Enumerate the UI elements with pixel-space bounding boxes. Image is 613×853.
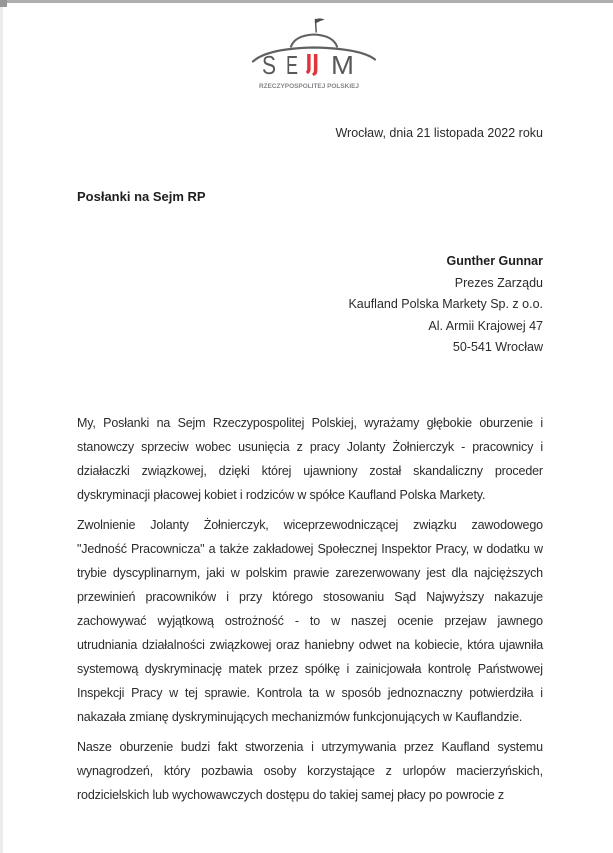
recipient-company: Kaufland Polska Markety Sp. z o.o. [348, 297, 543, 311]
body-text-line: działaczki związkowej, dzięki której ujawniony został skandaliczny proceder [77, 463, 543, 478]
body-text-line: Zwolnienie Jolanty Żołnierczyk, wiceprzewodniczącej związku zawodowego [77, 517, 543, 532]
recipient-name: Gunther Gunnar [446, 254, 543, 268]
body-text-line: przewinień pracowników i przy którego stosowaniu Sąd Najwyższy nakazuje [77, 589, 543, 604]
recipient-role: Prezes Zarządu [454, 275, 543, 290]
dateline: Wrocław, dnia 21 listopada 2022 roku [335, 126, 543, 140]
letter-body [77, 411, 543, 807]
sender-title: Posłanki na Sejm RP [77, 189, 206, 204]
body-text-line: trybie dyscyplinarnym, jaki w polskim prawie zarezerwowany jest dla najcięższych [77, 565, 543, 580]
sejm-logo [249, 14, 379, 94]
recipient-block [77, 251, 543, 359]
body-text-line: systemową dyskryminację matek przez spółkę i zainicjowała kontrolę Państwowej [77, 661, 543, 676]
body-text-line: Nasze oburzenie budzi fakt stworzenia i utrzymywania przez Kaufland systemu [77, 739, 543, 754]
sejm-logo-graphic [249, 14, 379, 94]
recipient-street: Al. Armii Krajowej 47 [428, 318, 543, 333]
body-text-line: dyskryminacji płacowej kobiet i rodziców w spółce Kaufland Polska Markety. [77, 487, 486, 502]
logo-letter-j-red [306, 54, 318, 76]
body-text-line: Inspekcji Pracy w tej sprawie. Kontrola ta w sposób jednoznaczny potwierdziła i [77, 685, 543, 700]
paragraph-2 [77, 513, 543, 729]
recipient-city: 50-541 Wrocław [452, 340, 543, 354]
body-text-line: stanowczy sprzeciw wobec usunięcia z pracy Jolanty Żołnierczyk - pracownicy i [77, 439, 543, 454]
flag-icon [315, 18, 324, 32]
body-text-line: zachowywać wyjątkową ostrożność - to w naszej ocenie przejaw jawnego [77, 613, 543, 628]
body-text-line: utrudniania działalności związkowej oraz haniebny odwet na kobiecie, która ujawniła [77, 637, 543, 652]
body-text-line: rodzicielskich lub wychowawczych dostępu do takiej samej płacy po powrocie z [77, 787, 504, 802]
body-text-line: nakazała zmianę dyskryminujących mechanizmów funkcjonujących w Kauflandzie. [77, 709, 523, 724]
logo-letter-s: S [262, 50, 276, 80]
logo-letter-e: E [286, 50, 298, 80]
logo-subtitle: RZECZYPOSPOLITEJ POLSKIEJ [259, 83, 360, 90]
body-text-line: My, Posłanki na Sejm Rzeczypospolitej Polskiej, wyrażamy głębokie oburzenie i [77, 415, 543, 430]
body-text-line: "Jedność Pracownicza" a także zakładowej Społecznej Inspektor Pracy, w dodatku w [77, 541, 543, 556]
logo-letter-m: M [331, 50, 354, 80]
paragraph-1 [77, 411, 543, 507]
paragraph-3 [77, 735, 543, 807]
dome-inner-arc [291, 35, 337, 47]
body-text-line: wynagrodzeń, który pozbawia osoby korzystające z urlopów macierzyńskich, [77, 763, 543, 778]
